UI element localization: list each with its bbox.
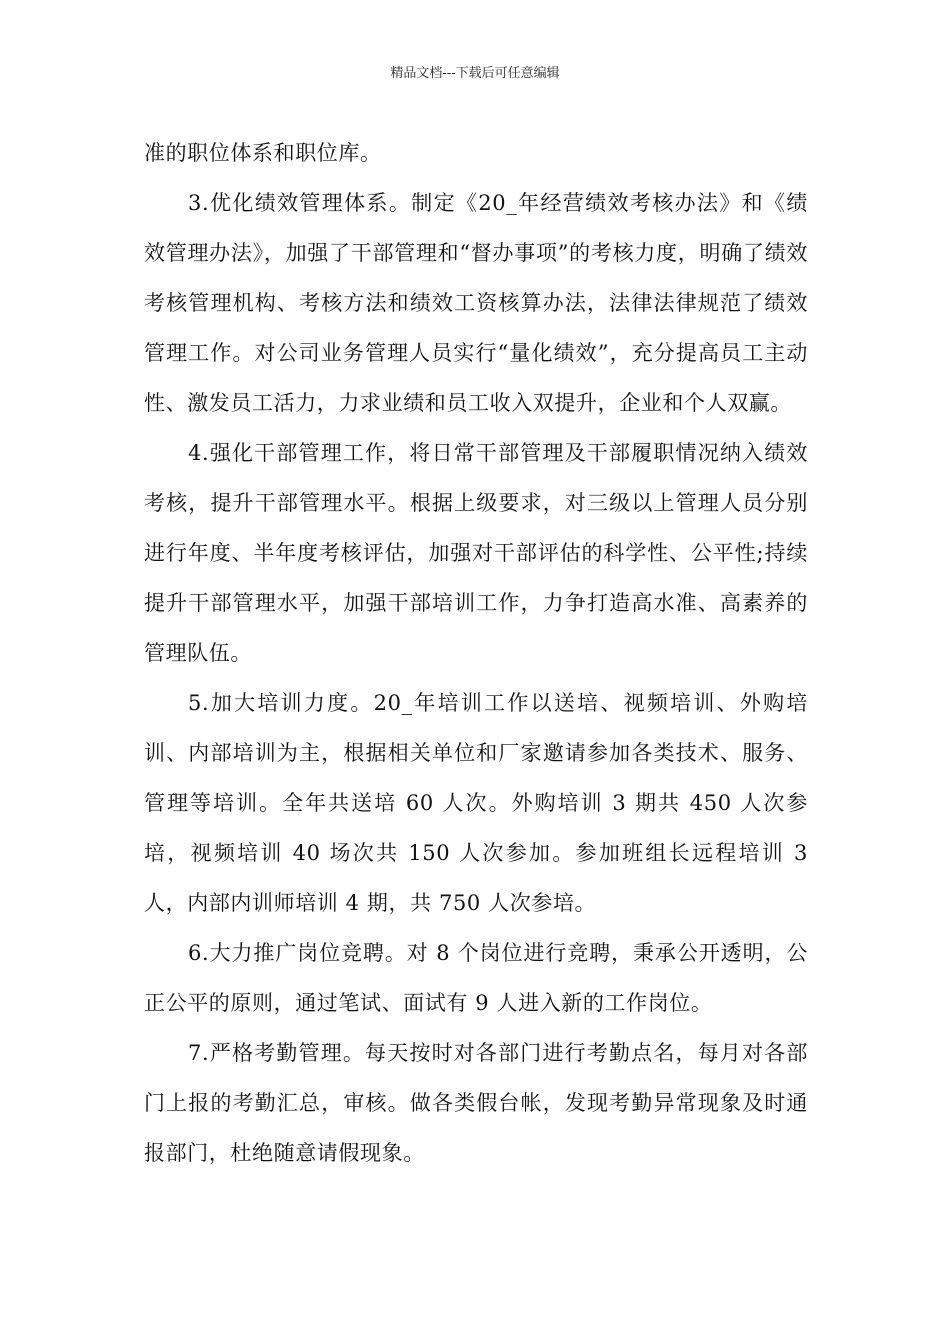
paragraph-item-3: 3.优化绩效管理体系。制定《20_年经营绩效考核办法》和《绩效管理办法》，加强了干部管理和“督办事项”的考核力度，明确了绩效考核管理机构、考核方法和绩效工资核算办法，法律法律规范了绩效管理工作。对公司业务管理人员实行“量化绩效”，充分提高员工主动性、激发员工活力，力求业绩和员工收入双提升，企业和个人双赢。	[144, 191, 808, 415]
paragraph-continuation: 准的职位体系和职位库。	[144, 141, 382, 165]
page-header: 精品文档---下载后可任意编辑	[390, 66, 560, 81]
paragraph-item-7: 7.严格考勤管理。每天按时对各部门进行考勤点名，每月对各部门上报的考勤汇总，审核。做各类假台帐，发现考勤异常现象及时通报部门，杜绝随意请假现象。	[144, 1041, 808, 1165]
paragraph-item-6: 6.大力推广岗位竞聘。对 8 个岗位进行竞聘，秉承公开透明，公正公平的原则，通过笔试、面试有 9 人进入新的工作岗位。	[144, 941, 808, 1015]
paragraph-item-5: 5.加大培训力度。20_年培训工作以送培、视频培训、外购培训、内部培训为主，根据相关单位和厂家邀请参加各类技术、服务、管理等培训。全年共送培 60 人次。外购培训 3 期共 450 人次参培，视频培训 40 场次共 150 人次参加。参加班组长远程培训 3 人，内部内训师培训 4 期，共 750 人次参培。	[144, 691, 808, 915]
paragraph-item-4: 4.强化干部管理工作，将日常干部管理及干部履职情况纳入绩效考核，提升干部管理水平。根据上级要求，对三级以上管理人员分别进行年度、半年度考核评估，加强对干部评估的科学性、公平性;持续提升干部管理水平，加强干部培训工作，力争打造高水准、高素养的管理队伍。	[144, 441, 808, 665]
document-body	[144, 128, 808, 1178]
